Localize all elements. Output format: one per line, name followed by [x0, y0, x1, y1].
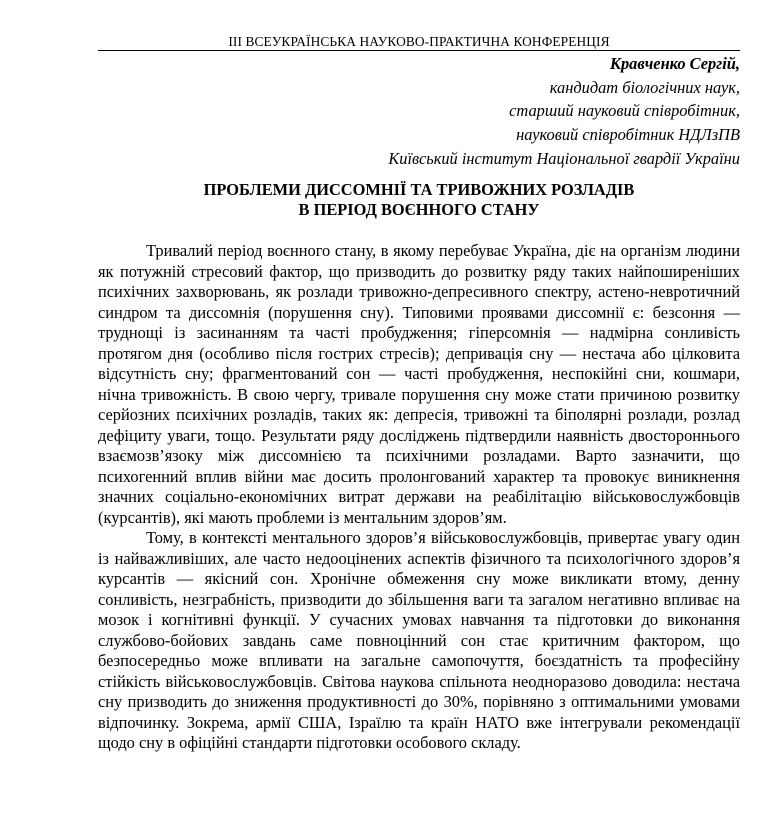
- running-header: III ВСЕУКРАЇНСЬКА НАУКОВО-ПРАКТИЧНА КОНФЕРЕНЦІЯ: [228, 34, 610, 49]
- author-block: [98, 52, 740, 171]
- paper-title: [98, 180, 740, 220]
- body-text: [98, 241, 740, 754]
- title-line-1: ПРОБЛЕМИ ДИССОМНІЇ ТА ТРИВОЖНИХ РОЗЛАДІВ: [203, 180, 635, 199]
- paragraph-2: Тому, в контексті ментального здоров’я військовослужбовців, привертає увагу один із найважливіших, але часто недооцінених аспектів фізичного та психологічного здоров’я курсантів — якісний сон. Хронічне обмеження сну може викликати втому, денну сонливість, незграбність, призводити до збільшення ваги та загалом негативно впливає на мозок і когнітивні функції. У сучасних умовах навчання та підготовки до виконання службово-бойових завдань саме повноцінний сон стає критичним фактором, що безпосередньо може впливати на загальне самопочуття, боєздатність та професійну стійкість військовослужбовців. Світова наукова спільнота неодноразово доводила: нестача сну призводить до зниження продуктивності до 30%, порівняно з оптимальними умовами відпочинку. Зокрема, армії США, Ізраїлю та країн НАТО вже інтегрували рекомендації щодо сну в офіційні стандарти підготовки особового складу.: [98, 528, 740, 752]
- author-affiliation: Київський інститут Національної гвардії України: [388, 148, 740, 168]
- author-degree: кандидат біологічних наук,: [549, 77, 740, 97]
- title-line-2: В ПЕРІОД ВОЄННОГО СТАНУ: [298, 200, 540, 219]
- paragraph-1: Тривалий період воєнного стану, в якому перебуває Україна, діє на організм людини як потужній стресовий фактор, що призводить до розвитку ряду таких найпоширеніших психічних захворювань, як розлади тривожно-депресивного спектру, астено-невротичний синдром та диссомнія (порушення сну). Типовими проявами диссомнії є: безсоння — труднощі із засинанням та часті пробудження; гіперсомнія — надмірна сонливість протягом дня (особливо після гострих стресів); депривація сну — нестача або цілковита відсутність сну; фрагментований сон — часті пробудження, неспокійні сни, кошмари, нічна тривожність. В свою чергу, тривале порушення сну може стати причиною розвитку серйозних психічних розладів, таких як: депресія, тривожні та біполярні розлади, розлад дефіциту уваги, тощо. Результати ряду досліджень підтвердили наявність двостороннього взаємозв’язоку між диссомнією та психічними розладами. Варто зазначити, що психогенний вплив війни має досить пролонгований характер та провокує виникнення значних соціально-економічних витрат держави на реабілітацію військовослужбовців (курсантів), які мають проблеми із ментальним здоров’ям.: [98, 241, 740, 527]
- author-position: старший науковий співробітник,: [509, 101, 740, 121]
- author-role: науковий співробітник НДЛзПВ: [516, 125, 740, 145]
- header-rule: [98, 50, 740, 51]
- author-name: Кравченко Сергій,: [609, 54, 740, 73]
